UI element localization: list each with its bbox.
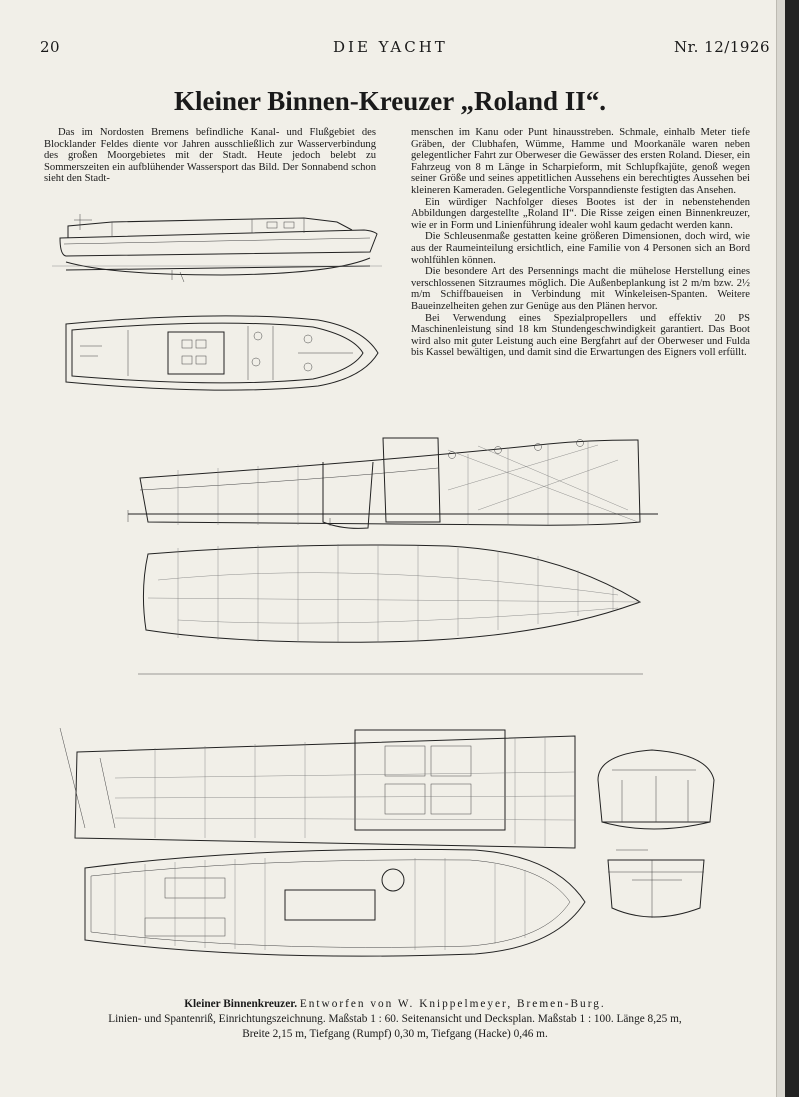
paragraph: Die Schleusenmaße gestatten keine größeren Dimensionen, doch wird, wie aus der Raumeinteilung ersichtlich, eine Familie von 4 Personen sich an Bord wohlfühlen können. bbox=[411, 231, 750, 266]
figure-caption bbox=[40, 997, 750, 1042]
text-column-left bbox=[44, 127, 376, 185]
paragraph: Ein würdiger Nachfolger dieses Bootes ist der in nebenstehenden Abbildungen dargestellte „Roland II“. Die Risse zeigen einen Binnenkreuzer, wie er in Form und Linienführung idealer wohl kaum gedacht werden kann. bbox=[411, 196, 750, 231]
caption-line-3: Breite 2,15 m, Tiefgang (Rumpf) 0,30 m, Tiefgang (Hacke) 0,46 m. bbox=[242, 1028, 548, 1040]
magazine-title: DIE YACHT bbox=[333, 38, 448, 56]
lines-and-frames-plan-drawing bbox=[118, 430, 663, 685]
article-title: Kleiner Binnen-Kreuzer „Roland II“. bbox=[173, 86, 607, 116]
issue-number: Nr. 12/1926 bbox=[674, 38, 770, 56]
page-binding-edge bbox=[776, 0, 799, 1097]
interior-arrangement-plan-drawing bbox=[55, 718, 595, 986]
paragraph: Das im Nordosten Bremens befindliche Kanal- und Flußgebiet des Blocklander Feldes diente vor Jahren ausschließlich zur Wasserverbindung des großen Moorgebietes mit der Stadt. Heute jedoch belebt zu Sommerszeiten ein aufblühender Wassersport das Bild. Der Sonnabend schon sieht den Stadt- bbox=[44, 127, 376, 185]
caption-designer: Entworfen von W. Knippelmeyer, Bremen-Burg. bbox=[299, 998, 606, 1010]
page-number: 20 bbox=[40, 38, 61, 56]
paragraph: menschen im Kanu oder Punt hinausstreben. Schmale, einhalb Meter tiefe Gräben, der Clubhafen, Wümme, Hamme und Moorkanäle waren neben gelegentlicher Fahrt zur Oberweser die Gewässer des ersten Roland. Dieser, ein Fahrzeug von 8 m Länge in Scharpieform, mit Schlupfkajüte, genoß wegen seiner Größe und seines appetitlichen Aussehens ein berechtigtes Aussehen bei kleineren Kameraden. Gelegentliche Vorspanndienste festigten das Ansehen. bbox=[411, 127, 750, 196]
caption-boat-name: Kleiner Binnenkreuzer. bbox=[184, 998, 298, 1010]
caption-line-2: Linien- und Spantenriß, Einrichtungszeichnung. Maßstab 1 : 60. Seitenansicht und Decksplan. Maßstab 1 : 100. Länge 8,25 m, bbox=[108, 1013, 682, 1025]
cross-sections-drawing bbox=[592, 740, 732, 970]
paragraph: Die besondere Art des Persennings macht die mühelose Herstellung eines verschlossenen Sitzraumes möglich. Die Außenbeplankung ist 2 m/m bzw. 2½ m/m Schiffbaueisen in Verbindung mit Winkeleisen-Spanten. Weitere Baueinzelheiten gehen zur Genüge aus den Plänen hervor. bbox=[411, 266, 750, 312]
boat-deck-plan-drawing bbox=[58, 306, 383, 401]
boat-side-view-drawing bbox=[52, 200, 382, 295]
text-column-right bbox=[411, 127, 750, 359]
paragraph: Bei Verwendung eines Spezialpropellers und effektiv 20 PS Maschinenleistung sind 18 km Stundengeschwindigkeit garantiert. Das Boot wird also mit guter Leistung auch eine Bergfahrt auf der Oberweser und Fulda bis Kassel bewältigen, und damit sind die Erwartungen des Eigners voll erfüllt. bbox=[411, 312, 750, 359]
caption-line-1 bbox=[40, 997, 750, 1012]
